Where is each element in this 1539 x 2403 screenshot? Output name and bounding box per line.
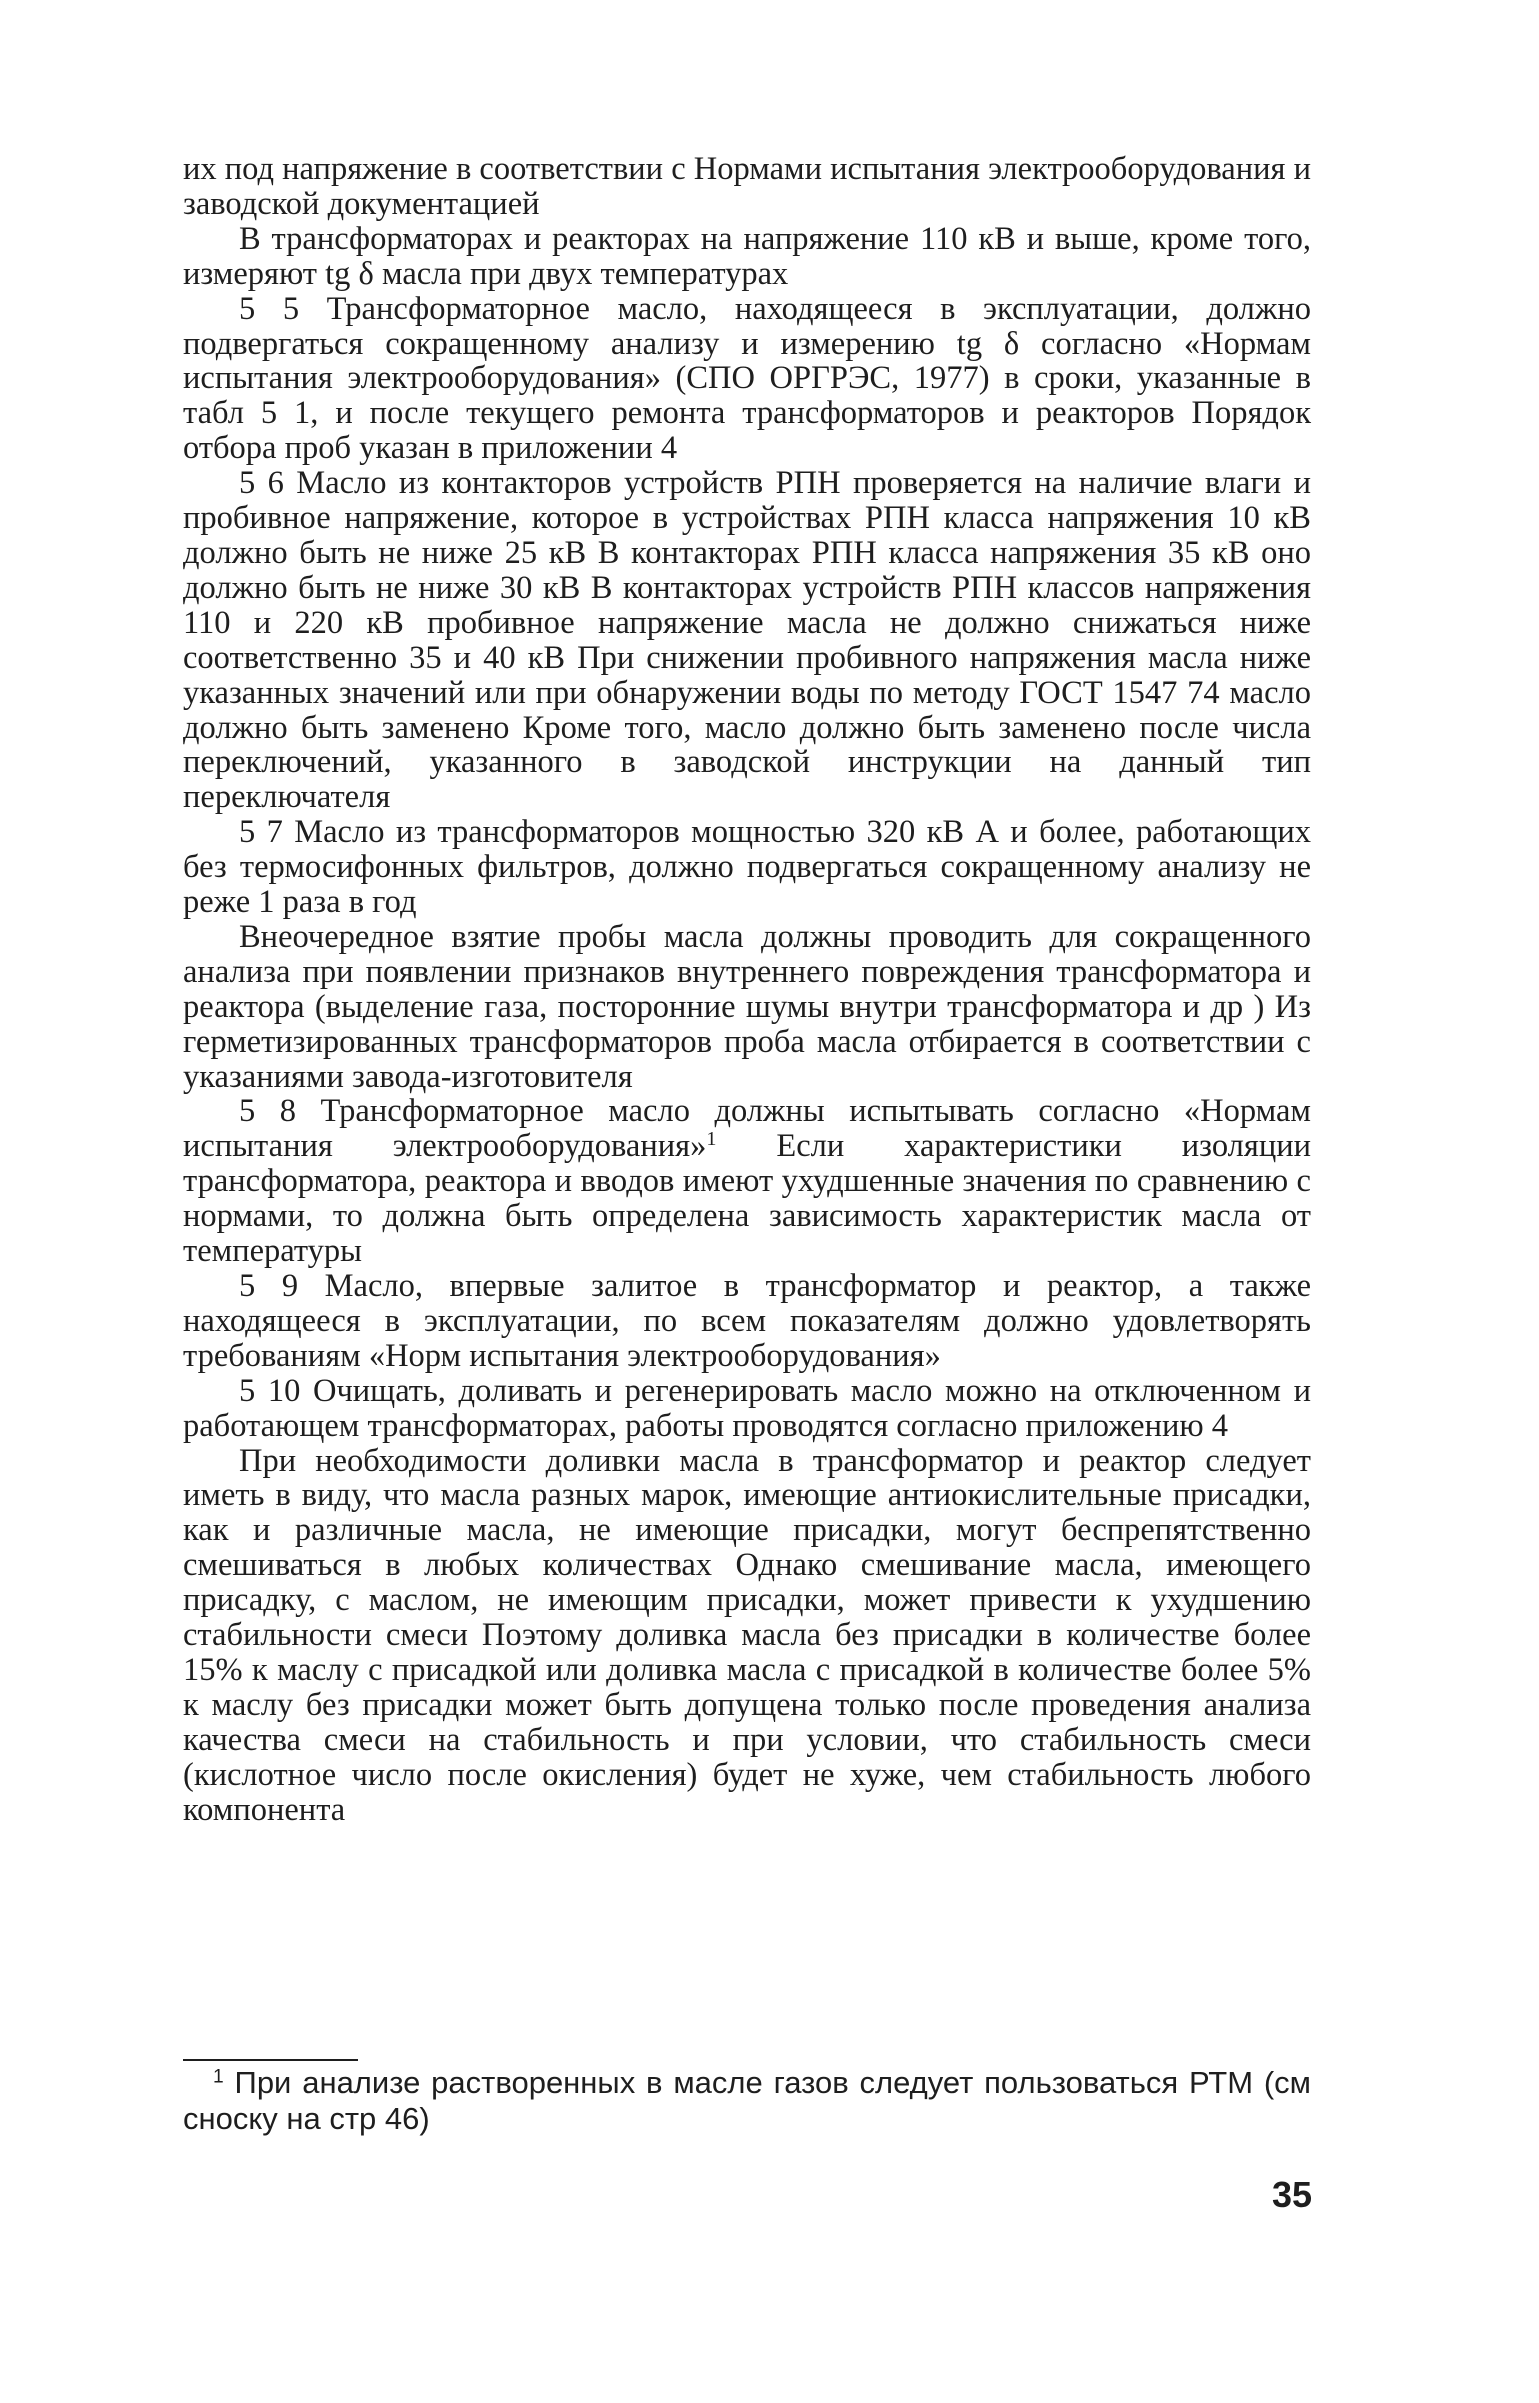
page-number: 35 <box>1271 2174 1312 2215</box>
paragraph-oil-topping: При необходимости доливки масла в трансформатор и реактор следует иметь в виду, что масла разных марок, имеющие антиокислительные присадки, как и различные масла, не имеющие присадки, могут беспрепятственно смешиваться в любых количествах Однако смешивание масла, имеющего присадку, с маслом, не имеющим присадки, может привести к ухудшению стабильности смеси Поэтому доливка масла без присадки в количестве более 15% к маслу с присадкой или доливка масла с присадкой в количестве более 5% к маслу без присадки может быть допущена только после проведения анализа качества смеси на стабильность и при условии, что стабильность смеси (кислотное число после окисления) будет не хуже, чем стабильность любого компонента <box>183 1442 1311 1828</box>
footnote-reference: 1 <box>706 1128 717 1151</box>
paragraph-5-6: 5 6 Масло из контакторов устройств РПН проверяется на наличие влаги и пробивное напряжение, которое в устройствах РПН класса напряжения 10 кВ должно быть не ниже 25 кВ В контакторах РПН класса напряжения 35 кВ оно должно быть не ниже 30 кВ В контакторах устройств РПН классов напряжения 110 и 220 кВ пробивное напряжение масла не должно снижаться ниже соответственно 35 и 40 кВ При снижении пробивного напряжения масла ниже указанных значений или при обнаружении воды по методу ГОСТ 1547 74 масло должно быть заменено Кроме того, масло должно быть заменено после числа переключений, указанного в заводской инструкции на данный тип переключателя <box>183 465 1311 816</box>
footnote <box>183 2065 1311 2136</box>
paragraph-extraordinary-sampling: Внеочередное взятие пробы масла должны проводить для сокращенного анализа при появлении признаков внутреннего повреждения трансформатора и реактора (выделение газа, посторонние шумы внутри трансформатора и др ) Из герметизированных трансформаторов проба масла отбирается в соответствии с указаниями завода-изготовителя <box>183 918 1311 1095</box>
paragraph-5-8-part-1: 5 8 Трансформаторное масло должны испытывать согласно «Нормам испытания электрооборудования» <box>183 1093 1311 1165</box>
paragraph-5-8 <box>183 1094 1311 1269</box>
footnote-divider <box>183 2059 358 2061</box>
paragraph-5-8-part-2: Если характеристики изоляции трансформатора, реактора и вводов имеют ухудшенные значения по сравнению с нормами, то должна быть определена зависимость характеристик масла от температуры <box>183 1128 1311 1270</box>
paragraph-5-9: 5 9 Масло, впервые залитое в трансформатор и реактор, а также находящееся в эксплуатации, по всем показателям должно удовлетворять требованиям «Норм испытания электрооборудования» <box>183 1268 1311 1374</box>
footnote-marker: 1 <box>213 2066 224 2088</box>
paragraph-tg-delta: В трансформаторах и реакторах на напряжение 110 кВ и выше, кроме того, измеряют tg δ масла при двух температурах <box>183 220 1311 292</box>
paragraph-continuation: их под напряжение в соответствии с Нормами испытания электрооборудования и заводской документацией <box>183 151 1311 222</box>
paragraph-5-10: 5 10 Очищать, доливать и регенерировать масло можно на отключенном и работающем трансформаторах, работы проводятся согласно приложению 4 <box>183 1372 1311 1444</box>
paragraph-5-7: 5 7 Масло из трансформаторов мощностью 320 кВ А и более, работающих без термосифонных фильтров, должно подвергаться сокращенному анализу не реже 1 раза в год <box>183 814 1311 921</box>
body-text <box>183 152 1311 1828</box>
paragraph-5-5: 5 5 Трансформаторное масло, находящееся в эксплуатации, должно подвергаться сокращенному анализу и измерению tg δ согласно «Нормам испытания электрооборудования» (СПО ОРГРЭС, 1977) в сроки, указанные в табл 5 1, и после текущего ремонта трансформаторов и реакторов Порядок отбора проб указан в приложении 4 <box>183 290 1311 467</box>
footnote-text: При анализе растворенных в масле газов следует пользоваться РТМ (см сноску на стр 46) <box>183 2065 1311 2136</box>
